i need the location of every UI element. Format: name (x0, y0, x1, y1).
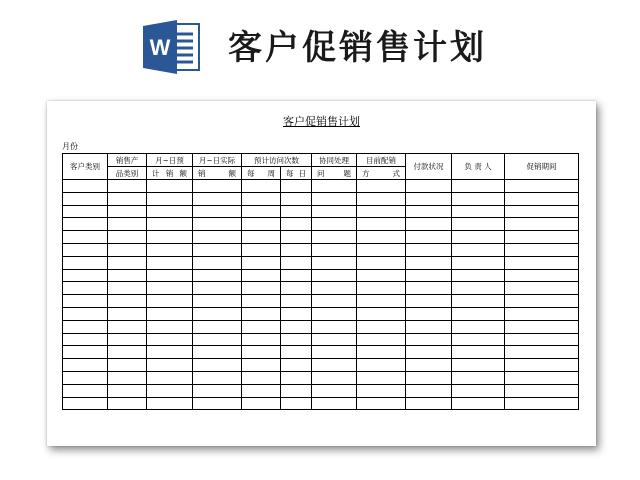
table-row (63, 180, 579, 193)
header-owner: 负 责 人 (452, 154, 505, 180)
table-cell[interactable] (357, 192, 406, 205)
table-cell[interactable] (242, 256, 281, 269)
table-cell[interactable] (505, 218, 579, 231)
table-cell[interactable] (63, 180, 108, 193)
table-cell[interactable] (406, 320, 452, 333)
table-cell[interactable] (452, 346, 505, 359)
table-cell[interactable] (452, 371, 505, 384)
table-cell[interactable] (357, 295, 406, 308)
table-cell[interactable] (147, 320, 193, 333)
table-cell[interactable] (147, 359, 193, 372)
header-banner (0, 0, 640, 92)
table-cell[interactable] (312, 320, 357, 333)
table-cell[interactable] (147, 333, 193, 346)
table-cell[interactable] (281, 282, 312, 295)
table-row (63, 333, 579, 346)
table-cell[interactable] (242, 384, 281, 397)
table-cell[interactable] (452, 243, 505, 256)
table-cell[interactable] (63, 205, 108, 218)
table-cell[interactable] (63, 397, 108, 410)
table-cell[interactable] (505, 231, 579, 244)
table-cell[interactable] (147, 256, 193, 269)
table-cell[interactable] (108, 295, 147, 308)
table-cell[interactable] (281, 320, 312, 333)
table-cell[interactable] (63, 243, 108, 256)
table-cell[interactable] (281, 231, 312, 244)
table-row (63, 205, 579, 218)
table-cell[interactable] (242, 192, 281, 205)
table-cell[interactable] (281, 243, 312, 256)
table-cell[interactable] (193, 384, 242, 397)
header-monthly-actual-line2 (193, 167, 242, 180)
header-period: 促销期间 (505, 154, 579, 180)
page-title: 客户促销售计划 (228, 28, 487, 68)
table-cell[interactable] (242, 371, 281, 384)
month-label: 月份 (62, 142, 78, 151)
table-cell[interactable] (63, 295, 108, 308)
table-cell[interactable] (193, 359, 242, 372)
table-cell[interactable] (357, 320, 406, 333)
table-cell[interactable] (505, 307, 579, 320)
table-cell[interactable] (147, 397, 193, 410)
table-cell[interactable] (281, 333, 312, 346)
table-cell[interactable] (357, 397, 406, 410)
table-cell[interactable] (147, 218, 193, 231)
table-cell[interactable] (242, 218, 281, 231)
table-cell[interactable] (406, 218, 452, 231)
table-cell[interactable] (452, 384, 505, 397)
table-cell[interactable] (63, 384, 108, 397)
table-cell[interactable] (312, 371, 357, 384)
header-issues-char2: 题 (343, 168, 351, 178)
table-cell[interactable] (312, 243, 357, 256)
table-cell[interactable] (193, 346, 242, 359)
table-cell[interactable] (452, 282, 505, 295)
table-cell[interactable] (281, 192, 312, 205)
table-row (63, 320, 579, 333)
table-cell[interactable] (147, 307, 193, 320)
table-cell[interactable] (147, 295, 193, 308)
table-cell[interactable] (147, 205, 193, 218)
header-product-type-line2: 品类别 (108, 167, 147, 180)
table-cell[interactable] (357, 256, 406, 269)
table-cell[interactable] (312, 231, 357, 244)
table-cell[interactable] (147, 384, 193, 397)
table-cell[interactable] (242, 205, 281, 218)
table-cell[interactable] (312, 180, 357, 193)
table-cell[interactable] (108, 333, 147, 346)
table-cell[interactable] (452, 180, 505, 193)
table-cell[interactable] (505, 243, 579, 256)
table-cell[interactable] (108, 371, 147, 384)
table-cell[interactable] (281, 256, 312, 269)
table-cell[interactable] (242, 269, 281, 282)
table-cell[interactable] (357, 307, 406, 320)
table-row (63, 192, 579, 205)
table-cell[interactable] (147, 180, 193, 193)
header-daily-char2: 日 (298, 168, 306, 178)
table-cell[interactable] (406, 397, 452, 410)
table-cell[interactable] (63, 218, 108, 231)
table-cell[interactable] (147, 282, 193, 295)
table-cell[interactable] (505, 269, 579, 282)
table-cell[interactable] (108, 231, 147, 244)
table-cell[interactable] (108, 256, 147, 269)
table-cell[interactable] (63, 371, 108, 384)
table-cell[interactable] (63, 269, 108, 282)
table-row (63, 371, 579, 384)
table-cell[interactable] (108, 346, 147, 359)
table-cell[interactable] (452, 333, 505, 346)
table-cell[interactable] (147, 231, 193, 244)
table-cell[interactable] (312, 282, 357, 295)
header-monthly-plan-char1: 计 (152, 168, 160, 178)
table-cell[interactable] (108, 320, 147, 333)
table-cell[interactable] (505, 256, 579, 269)
table-cell[interactable] (147, 269, 193, 282)
table-cell[interactable] (505, 384, 579, 397)
header-weekly-char1: 每 (247, 168, 255, 178)
word-icon-letter: W (149, 35, 171, 60)
header-issues-line2 (312, 167, 357, 180)
table-cell[interactable] (108, 205, 147, 218)
table-cell[interactable] (193, 180, 242, 193)
table-cell[interactable] (193, 218, 242, 231)
table-row (63, 218, 579, 231)
table-cell[interactable] (63, 256, 108, 269)
document-page (47, 101, 596, 446)
table-cell[interactable] (452, 397, 505, 410)
table-cell[interactable] (406, 295, 452, 308)
table-cell[interactable] (452, 231, 505, 244)
header-customer-type: 客户类别 (63, 154, 108, 180)
table-cell[interactable] (312, 384, 357, 397)
table-cell[interactable] (108, 359, 147, 372)
table-cell[interactable] (63, 192, 108, 205)
header-monthly-actual-line1: 月~日实际 (193, 154, 242, 167)
table-cell[interactable] (193, 269, 242, 282)
document-title-text: 客户促销售计划 (283, 115, 360, 128)
table-cell[interactable] (312, 192, 357, 205)
table-cell[interactable] (357, 346, 406, 359)
table-cell[interactable] (193, 307, 242, 320)
table-row (63, 243, 579, 256)
table-cell[interactable] (147, 371, 193, 384)
table-cell[interactable] (357, 180, 406, 193)
table-cell[interactable] (281, 205, 312, 218)
table-row (63, 397, 579, 410)
table-cell[interactable] (406, 269, 452, 282)
table-cell[interactable] (406, 333, 452, 346)
table-cell[interactable] (357, 269, 406, 282)
table-cell[interactable] (406, 384, 452, 397)
table-cell[interactable] (108, 397, 147, 410)
table-row (63, 307, 579, 320)
table-cell[interactable] (242, 346, 281, 359)
word-icon (143, 20, 201, 74)
table-cell[interactable] (63, 333, 108, 346)
table-cell[interactable] (108, 192, 147, 205)
table-row (63, 346, 579, 359)
table-cell[interactable] (193, 333, 242, 346)
table-cell[interactable] (108, 307, 147, 320)
table-cell[interactable] (357, 371, 406, 384)
table-cell[interactable] (281, 295, 312, 308)
table-cell[interactable] (505, 397, 579, 410)
table-cell[interactable] (312, 397, 357, 410)
table-row (63, 269, 579, 282)
table-cell[interactable] (452, 320, 505, 333)
table-cell[interactable] (281, 180, 312, 193)
table-cell[interactable] (452, 256, 505, 269)
table-cell[interactable] (312, 346, 357, 359)
table-cell[interactable] (281, 307, 312, 320)
table-cell[interactable] (312, 256, 357, 269)
table-cell[interactable] (312, 269, 357, 282)
table-cell[interactable] (312, 307, 357, 320)
table-cell[interactable] (193, 371, 242, 384)
header-monthly-plan-char3: 额 (179, 168, 187, 178)
table-cell[interactable] (406, 256, 452, 269)
table-cell[interactable] (63, 282, 108, 295)
table-row (63, 282, 579, 295)
table-cell[interactable] (357, 231, 406, 244)
table-cell[interactable] (281, 384, 312, 397)
sales-plan-table (62, 153, 579, 410)
table-cell[interactable] (63, 231, 108, 244)
table-cell[interactable] (357, 218, 406, 231)
header-product-type-line1: 销售产 (108, 154, 147, 167)
header-method-char2: 式 (392, 168, 400, 178)
table-cell[interactable] (505, 359, 579, 372)
table-cell[interactable] (505, 346, 579, 359)
table-cell[interactable] (242, 333, 281, 346)
header-monthly-plan-char2: 销 (165, 168, 174, 178)
table-cell[interactable] (63, 307, 108, 320)
table-cell[interactable] (406, 231, 452, 244)
table-cell[interactable] (193, 256, 242, 269)
table-cell[interactable] (281, 397, 312, 410)
table-cell[interactable] (193, 192, 242, 205)
table-cell[interactable] (108, 180, 147, 193)
table-cell[interactable] (406, 192, 452, 205)
header-issues-line1: 协同处理 (312, 154, 357, 167)
table-cell[interactable] (452, 359, 505, 372)
table-cell[interactable] (452, 307, 505, 320)
table-cell[interactable] (193, 295, 242, 308)
table-cell[interactable] (108, 218, 147, 231)
table-cell[interactable] (406, 180, 452, 193)
table-cell[interactable] (312, 218, 357, 231)
table-cell[interactable] (312, 333, 357, 346)
table-row (63, 359, 579, 372)
header-daily (281, 167, 312, 180)
table-cell[interactable] (357, 205, 406, 218)
table-cell[interactable] (281, 218, 312, 231)
table-cell[interactable] (406, 282, 452, 295)
table-cell[interactable] (242, 295, 281, 308)
table-cell[interactable] (406, 205, 452, 218)
table-cell[interactable] (193, 282, 242, 295)
table-cell[interactable] (452, 295, 505, 308)
table-cell[interactable] (281, 269, 312, 282)
table-row (63, 295, 579, 308)
table-cell[interactable] (193, 243, 242, 256)
table-cell[interactable] (193, 320, 242, 333)
table-cell[interactable] (406, 359, 452, 372)
table-cell[interactable] (505, 180, 579, 193)
header-issues-char1: 问 (317, 168, 325, 178)
table-cell[interactable] (406, 371, 452, 384)
table-cell[interactable] (406, 243, 452, 256)
table-cell[interactable] (357, 384, 406, 397)
table-cell[interactable] (452, 218, 505, 231)
table-cell[interactable] (505, 205, 579, 218)
table-cell[interactable] (193, 397, 242, 410)
table-cell[interactable] (63, 320, 108, 333)
table-cell[interactable] (281, 346, 312, 359)
table-cell[interactable] (505, 282, 579, 295)
table-cell[interactable] (242, 180, 281, 193)
header-monthly-actual-char2: 额 (228, 168, 236, 178)
table-row (63, 231, 579, 244)
table-row (63, 384, 579, 397)
table-cell[interactable] (312, 295, 357, 308)
table-cell[interactable] (108, 282, 147, 295)
document-title (47, 113, 596, 129)
table-cell[interactable] (312, 205, 357, 218)
table-cell[interactable] (357, 243, 406, 256)
table-cell[interactable] (357, 359, 406, 372)
table-cell[interactable] (406, 307, 452, 320)
table-cell[interactable] (147, 346, 193, 359)
table-cell[interactable] (242, 359, 281, 372)
table-cell[interactable] (193, 205, 242, 218)
header-monthly-plan-line2 (147, 167, 193, 180)
table-row (63, 256, 579, 269)
table-body (63, 180, 579, 410)
table-cell[interactable] (242, 282, 281, 295)
header-payment: 付款状况 (406, 154, 452, 180)
table-cell[interactable] (108, 269, 147, 282)
header-monthly-plan-line1: 月~日预 (147, 154, 193, 167)
table-cell[interactable] (452, 269, 505, 282)
table-cell[interactable] (242, 397, 281, 410)
header-daily-char1: 每 (286, 168, 294, 178)
header-weekly (242, 167, 281, 180)
table-cell[interactable] (63, 359, 108, 372)
table-cell[interactable] (281, 359, 312, 372)
table-cell[interactable] (505, 320, 579, 333)
table-cell[interactable] (281, 371, 312, 384)
header-monthly-actual-char1: 销 (198, 168, 206, 178)
table-cell[interactable] (505, 333, 579, 346)
header-weekly-char2: 周 (267, 168, 275, 178)
table-cell[interactable] (147, 243, 193, 256)
table-cell[interactable] (312, 359, 357, 372)
table-cell[interactable] (108, 243, 147, 256)
table-cell[interactable] (505, 371, 579, 384)
table-cell[interactable] (406, 346, 452, 359)
table-cell[interactable] (357, 333, 406, 346)
table-cell[interactable] (505, 295, 579, 308)
table-cell[interactable] (452, 192, 505, 205)
table-cell[interactable] (193, 231, 242, 244)
table-cell[interactable] (242, 307, 281, 320)
table-cell[interactable] (242, 243, 281, 256)
table-cell[interactable] (357, 282, 406, 295)
header-method-char1: 方 (362, 168, 370, 178)
table-cell[interactable] (242, 320, 281, 333)
table-cell[interactable] (108, 384, 147, 397)
table-cell[interactable] (452, 205, 505, 218)
header-method-line2 (357, 167, 406, 180)
table-cell[interactable] (147, 192, 193, 205)
table-cell[interactable] (505, 192, 579, 205)
header-visits: 预计访问次数 (242, 154, 312, 167)
table-cell[interactable] (63, 346, 108, 359)
table-cell[interactable] (242, 231, 281, 244)
header-method-line1: 目前配销 (357, 154, 406, 167)
